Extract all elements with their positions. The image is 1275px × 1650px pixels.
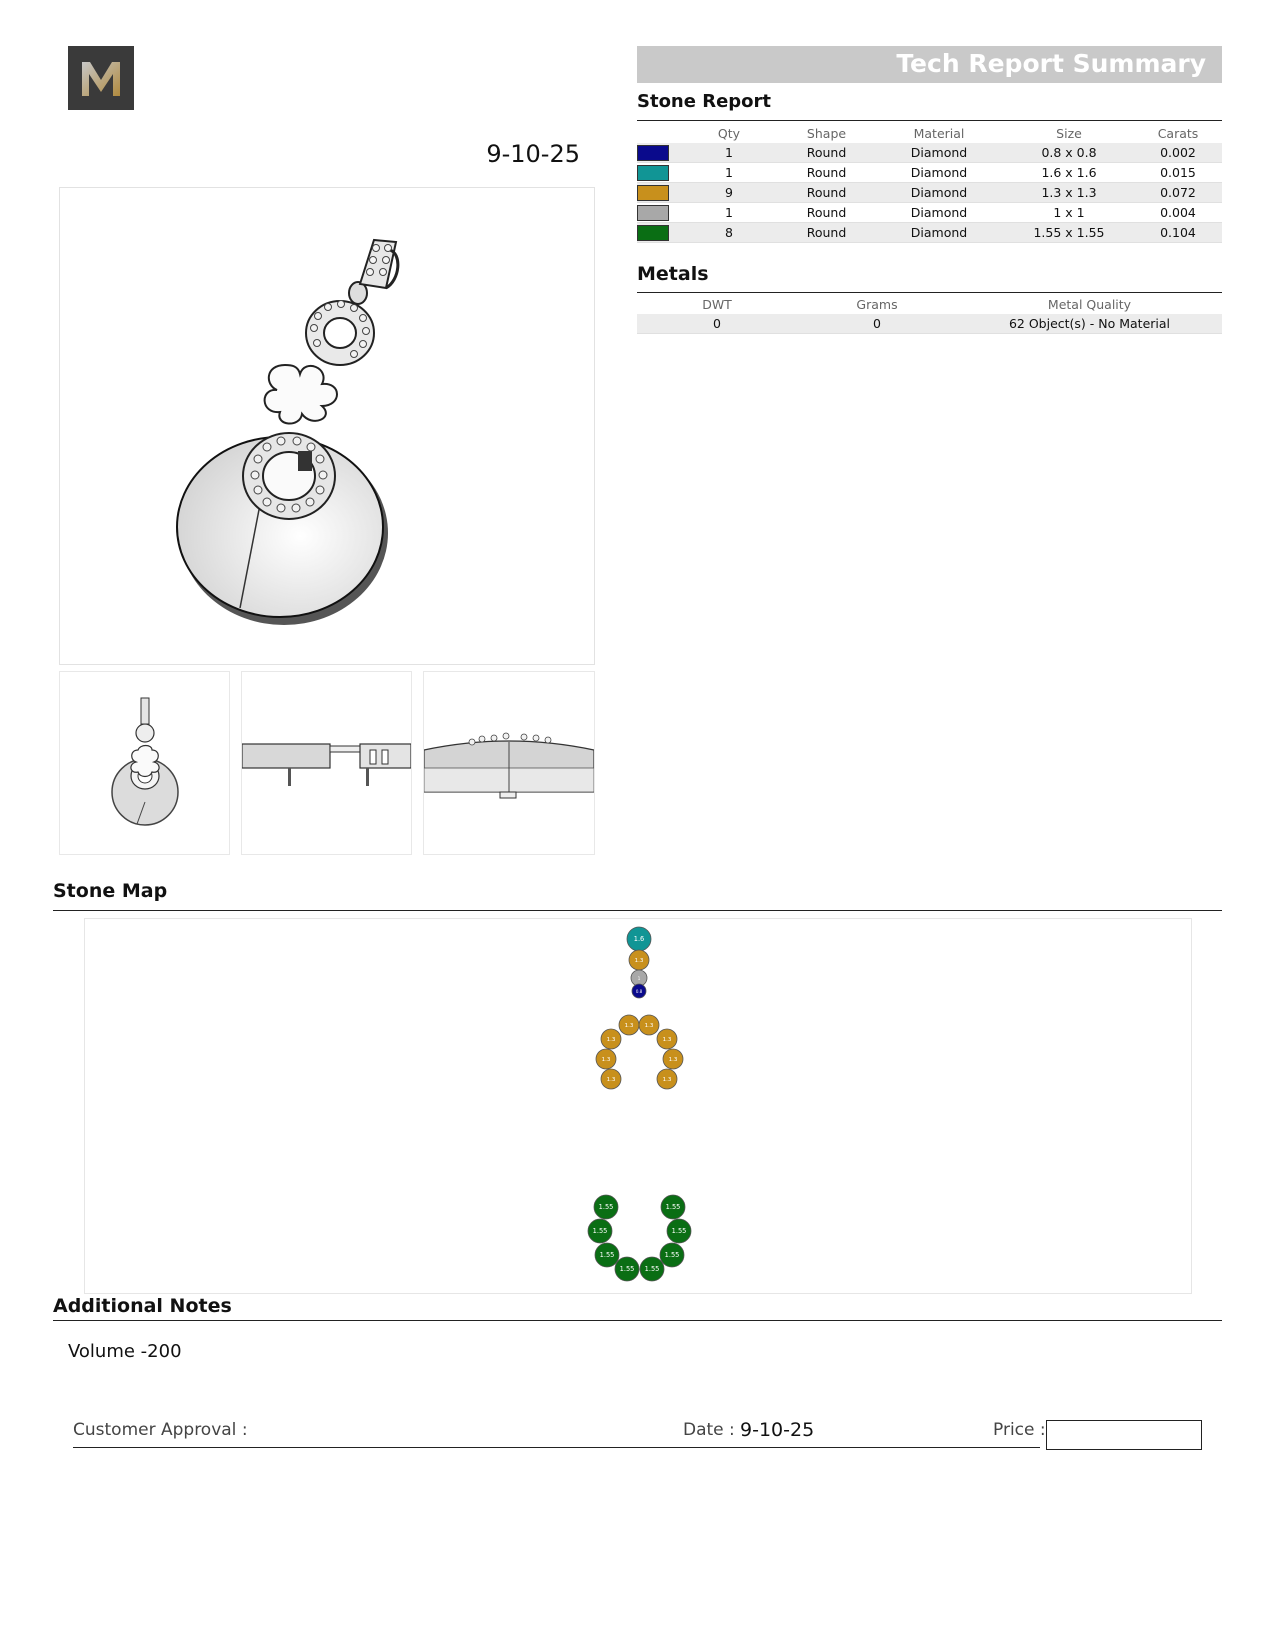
pendant-front-view [60, 188, 594, 664]
stone-marker [667, 1219, 691, 1243]
color-swatch [637, 165, 669, 181]
column-header: Metal Quality [1047, 296, 1132, 312]
column-header: Material [913, 125, 965, 141]
price-field[interactable] [1046, 1420, 1202, 1450]
stone-marker [601, 1029, 621, 1049]
column-header: Carats [1157, 125, 1199, 141]
column-header: Qty [717, 125, 741, 141]
approval-signature-line[interactable] [73, 1447, 1040, 1448]
shape-cell: Round [779, 143, 874, 163]
table-row [637, 163, 1222, 183]
qty-cell: 1 [679, 143, 779, 163]
stone-marker [596, 1049, 616, 1069]
material-cell: Diamond [874, 163, 1004, 183]
price-label: Price : [993, 1420, 1046, 1440]
thumbnail-top-view [423, 671, 595, 855]
stone-marker [594, 1195, 618, 1219]
stone-marker [657, 1069, 677, 1089]
color-swatch [637, 225, 669, 241]
size-cell: 1 x 1 [1004, 203, 1134, 223]
stone-marker [660, 1243, 684, 1267]
shape-cell: Round [779, 203, 874, 223]
material-cell: Diamond [874, 203, 1004, 223]
stone-marker [657, 1029, 677, 1049]
stone-marker [631, 970, 647, 986]
table-row [637, 183, 1222, 203]
grams-cell: 0 [797, 314, 957, 334]
stone-size-label: 1.55 [598, 1203, 614, 1211]
stone-size-label: 0.8 [635, 989, 643, 994]
approval-date-value: 9-10-25 [740, 1419, 815, 1441]
stone-size-label: 1.3 [668, 1057, 678, 1063]
qty-cell: 9 [679, 183, 779, 203]
carats-cell: 0.072 [1134, 183, 1222, 203]
metals-table [637, 294, 1222, 334]
stone-marker [661, 1195, 685, 1219]
color-swatch [637, 205, 669, 221]
stone-marker [640, 1257, 664, 1281]
material-cell: Diamond [874, 183, 1004, 203]
stone-report-rule [637, 120, 1222, 121]
stone-marker [629, 950, 649, 970]
pendant-thumb-side [242, 672, 411, 854]
metals-title: Metals [637, 263, 709, 285]
shape-cell: Round [779, 163, 874, 183]
report-banner [637, 46, 1222, 83]
material-cell: Diamond [874, 223, 1004, 243]
stone-report-header-row [637, 123, 1222, 143]
carats-cell: 0.004 [1134, 203, 1222, 223]
table-row [637, 143, 1222, 163]
carats-cell: 0.002 [1134, 143, 1222, 163]
stone-size-label: 1.55 [592, 1227, 608, 1235]
pendant-thumb-front [60, 672, 229, 854]
banner-title: Tech Report Summary [896, 49, 1206, 78]
stone-size-label: 1.3 [606, 1037, 616, 1043]
stone-report-title: Stone Report [637, 91, 772, 112]
column-header: DWT [702, 296, 732, 312]
qty-cell: 8 [679, 223, 779, 243]
stone-size-label: 1 [637, 977, 641, 982]
stone-marker [615, 1257, 639, 1281]
metal-quality-cell: 62 Object(s) - No Material [957, 314, 1222, 334]
notes-text: Volume -200 [68, 1341, 182, 1362]
stone-map-rule [53, 910, 1222, 911]
color-swatch [637, 145, 669, 161]
stone-map-panel [84, 918, 1192, 1294]
stone-size-label: 1.3 [601, 1057, 611, 1063]
stone-marker [601, 1069, 621, 1089]
stone-size-label: 1.55 [619, 1265, 635, 1273]
stone-size-label: 1.3 [662, 1037, 672, 1043]
stone-size-label: 1.6 [633, 935, 645, 943]
stone-size-label: 1.3 [606, 1077, 616, 1083]
qty-cell: 1 [679, 203, 779, 223]
size-cell: 0.8 x 0.8 [1004, 143, 1134, 163]
stone-size-label: 1.3 [644, 1023, 654, 1029]
size-cell: 1.55 x 1.55 [1004, 223, 1134, 243]
shape-cell: Round [779, 223, 874, 243]
stone-size-label: 1.55 [664, 1251, 680, 1259]
column-header: Size [1056, 125, 1082, 141]
stone-report-table [637, 123, 1222, 243]
stone-map-title: Stone Map [53, 880, 168, 902]
stone-size-label: 1.3 [634, 958, 644, 964]
carats-cell: 0.104 [1134, 223, 1222, 243]
stone-size-label: 1.3 [662, 1077, 672, 1083]
main-product-render [59, 187, 595, 665]
table-row [637, 203, 1222, 223]
stone-size-label: 1.55 [671, 1227, 687, 1235]
stone-size-label: 1.55 [644, 1265, 660, 1273]
customer-approval-label: Customer Approval : [73, 1420, 248, 1440]
notes-title: Additional Notes [53, 1295, 232, 1317]
carats-cell: 0.015 [1134, 163, 1222, 183]
stone-marker [588, 1219, 612, 1243]
stone-marker [619, 1015, 639, 1035]
dwt-cell: 0 [637, 314, 797, 334]
pendant-thumb-top [424, 672, 594, 854]
notes-rule [53, 1320, 1222, 1321]
column-header: Grams [856, 296, 898, 312]
table-row [637, 223, 1222, 243]
material-cell: Diamond [874, 143, 1004, 163]
metals-rule [637, 292, 1222, 293]
thumbnail-side-view [241, 671, 412, 855]
thumbnail-front-view [59, 671, 230, 855]
shape-cell: Round [779, 183, 874, 203]
stone-marker [663, 1049, 683, 1069]
stone-size-label: 1.55 [665, 1203, 681, 1211]
stone-marker [632, 984, 646, 998]
qty-cell: 1 [679, 163, 779, 183]
size-cell: 1.3 x 1.3 [1004, 183, 1134, 203]
stone-size-label: 1.55 [599, 1251, 615, 1259]
size-cell: 1.6 x 1.6 [1004, 163, 1134, 183]
stone-marker [639, 1015, 659, 1035]
stone-marker [595, 1243, 619, 1267]
color-swatch [637, 185, 669, 201]
metals-header-row [637, 294, 1222, 314]
company-logo [68, 46, 134, 110]
color-column-header [637, 123, 679, 143]
stone-map-diagram [85, 919, 1191, 1293]
column-header: Shape [806, 125, 847, 141]
report-date: 9-10-25 [486, 140, 580, 168]
table-row [637, 314, 1222, 334]
stone-marker [627, 927, 651, 951]
date-label: Date : [683, 1420, 735, 1440]
stone-size-label: 1.3 [624, 1023, 634, 1029]
